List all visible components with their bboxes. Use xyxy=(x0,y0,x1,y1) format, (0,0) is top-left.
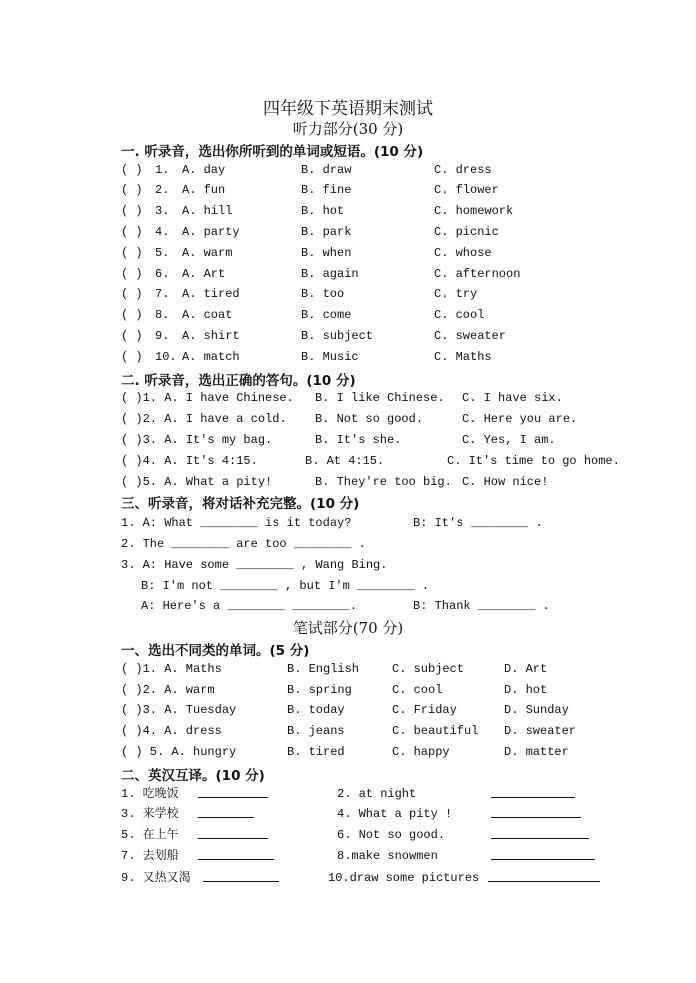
option-b: B. hot xyxy=(301,204,345,218)
question: ( )2. A. I have a cold. xyxy=(121,412,287,426)
option-b: B. They're too big. xyxy=(315,475,452,489)
option-b: B. spring xyxy=(287,683,352,697)
answer-blank[interactable] xyxy=(198,826,268,845)
option-c: C. happy xyxy=(392,745,450,759)
question: ( )4. A. dress xyxy=(121,724,222,738)
option-a: A. shirt xyxy=(182,329,240,343)
answer-paren[interactable]: ( ) xyxy=(121,329,143,343)
question: ( )3. A. Tuesday xyxy=(121,703,237,717)
prompt-left: 7. 去划船 xyxy=(121,849,179,863)
option-b: B. tired xyxy=(287,745,345,759)
question: ( ) 5. A. hungry xyxy=(121,745,237,759)
option-b: B. today xyxy=(287,703,345,717)
option-b: B. too xyxy=(301,287,345,301)
option-b: B. again xyxy=(301,267,359,281)
answer-blank[interactable] xyxy=(491,805,581,824)
option-c: C. How nice! xyxy=(462,475,549,489)
option-b: B. fine xyxy=(301,183,352,197)
option-c: C. cool xyxy=(392,683,443,697)
prompt-right: 8.make snowmen xyxy=(337,849,438,863)
option-d: D. matter xyxy=(504,745,569,759)
prompt-left: 3. 来学校 xyxy=(121,807,179,821)
section2-heading: 二. 听录音，选出正确的答句。(10 分) xyxy=(121,373,356,389)
dialogue-text: B: It's ________ . xyxy=(413,516,543,530)
dialogue-text: 2. The ________ are too ________ . xyxy=(121,537,366,551)
option-c: C. Yes, I am. xyxy=(462,433,556,447)
answer-paren[interactable]: ( ) xyxy=(121,246,143,260)
section1-heading: 一. 听录音，选出你所听到的单词或短语。(10 分) xyxy=(121,144,424,160)
option-c: C. homework xyxy=(434,204,514,218)
option-c: C. Here you are. xyxy=(462,412,578,426)
option-b: B. I like Chinese. xyxy=(315,391,445,405)
prompt-right: 2. at night xyxy=(337,787,417,801)
option-c: C. Maths xyxy=(434,350,492,364)
option-c: C. afternoon xyxy=(434,267,521,281)
item-number: 3. xyxy=(155,204,170,218)
question: ( )3. A. It's my bag. xyxy=(121,433,273,447)
option-a: A. warm xyxy=(182,246,233,260)
option-d: D. sweater xyxy=(504,724,577,738)
item-number: 7. xyxy=(155,287,170,301)
option-d: D. Sunday xyxy=(504,703,569,717)
dialogue-text: 3. A: Have some ________ , Wang Bing. xyxy=(121,558,388,572)
question: ( )4. A. It's 4:15. xyxy=(121,454,258,468)
option-c: C. cool xyxy=(434,308,485,322)
item-number: 6. xyxy=(155,267,170,281)
answer-blank[interactable] xyxy=(491,847,595,866)
prompt-left: 9. 又热又渴 xyxy=(121,871,191,885)
option-c: C. try xyxy=(434,287,478,301)
option-d: D. Art xyxy=(504,662,548,676)
option-d: D. hot xyxy=(504,683,548,697)
section4-heading: 一、选出不同类的单词。(5 分) xyxy=(121,643,310,659)
item-number: 10. xyxy=(155,350,177,364)
answer-paren[interactable]: ( ) xyxy=(121,350,143,364)
prompt-left: 5. 在上午 xyxy=(121,828,179,842)
option-c: C. I have six. xyxy=(462,391,563,405)
answer-blank[interactable] xyxy=(198,785,268,804)
answer-blank[interactable] xyxy=(198,847,274,866)
option-b: B. jeans xyxy=(287,724,345,738)
option-a: A. coat xyxy=(182,308,233,322)
item-number: 2. xyxy=(155,183,170,197)
listening-title: 听力部分(30 分) xyxy=(292,120,404,138)
option-a: A. hill xyxy=(182,204,233,218)
section5-heading: 二、英汉互译。(10 分) xyxy=(121,768,265,784)
answer-paren[interactable]: ( ) xyxy=(121,308,143,322)
option-a: A. match xyxy=(182,350,240,364)
option-b: B. when xyxy=(301,246,352,260)
dialogue-text: A: Here's a ________ ________. xyxy=(141,599,358,613)
option-a: A. party xyxy=(182,225,240,239)
option-a: A. day xyxy=(182,163,226,177)
item-number: 8. xyxy=(155,308,170,322)
prompt-left: 1. 吃晚饭 xyxy=(121,787,179,801)
option-c: C. sweater xyxy=(434,329,507,343)
answer-paren[interactable]: ( ) xyxy=(121,287,143,301)
option-b: B. At 4:15. xyxy=(305,454,385,468)
option-a: A. fun xyxy=(182,183,226,197)
page-title: 四年级下英语期末测试 xyxy=(263,99,433,119)
option-b: B. come xyxy=(301,308,352,322)
option-b: B. It's she. xyxy=(315,433,402,447)
option-c: C. dress xyxy=(434,163,492,177)
answer-paren[interactable]: ( ) xyxy=(121,267,143,281)
answer-blank[interactable] xyxy=(203,869,279,888)
question: ( )5. A. What a pity! xyxy=(121,475,273,489)
answer-blank[interactable] xyxy=(491,785,575,804)
dialogue-text: B: I'm not ________ , but I'm ________ . xyxy=(141,579,430,593)
section3-heading: 三、听录音，将对话补充完整。(10 分) xyxy=(121,496,360,512)
option-b: B. Not so good. xyxy=(315,412,424,426)
option-c: C. whose xyxy=(434,246,492,260)
answer-blank[interactable] xyxy=(488,869,600,888)
answer-blank[interactable] xyxy=(491,826,589,845)
question: ( )2. A. warm xyxy=(121,683,215,697)
option-c: C. It's time to go home. xyxy=(447,454,620,468)
writing-title: 笔试部分(70 分) xyxy=(292,619,404,637)
prompt-right: 10.draw some pictures xyxy=(328,871,480,885)
dialogue-text: 1. A: What ________ is it today? xyxy=(121,516,352,530)
question: ( )1. A. I have Chinese. xyxy=(121,391,294,405)
answer-paren[interactable]: ( ) xyxy=(121,163,143,177)
option-b: B. subject xyxy=(301,329,374,343)
answer-paren[interactable]: ( ) xyxy=(121,183,143,197)
option-a: A. Art xyxy=(182,267,226,281)
item-number: 4. xyxy=(155,225,170,239)
item-number: 5. xyxy=(155,246,170,260)
answer-paren[interactable]: ( ) xyxy=(121,204,143,218)
option-c: C. subject xyxy=(392,662,465,676)
option-b: B. Music xyxy=(301,350,359,364)
item-number: 9. xyxy=(155,329,170,343)
answer-paren[interactable]: ( ) xyxy=(121,225,143,239)
option-c: C. beautiful xyxy=(392,724,479,738)
option-c: C. Friday xyxy=(392,703,457,717)
option-a: A. tired xyxy=(182,287,240,301)
prompt-right: 4. What a pity ! xyxy=(337,807,453,821)
question: ( )1. A. Maths xyxy=(121,662,222,676)
option-b: B. English xyxy=(287,662,360,676)
option-b: B. park xyxy=(301,225,352,239)
option-c: C. picnic xyxy=(434,225,499,239)
answer-blank[interactable] xyxy=(198,805,254,824)
option-b: B. draw xyxy=(301,163,352,177)
prompt-right: 6. Not so good. xyxy=(337,828,446,842)
option-c: C. flower xyxy=(434,183,499,197)
dialogue-text: B: Thank ________ . xyxy=(413,599,550,613)
item-number: 1. xyxy=(155,163,170,177)
